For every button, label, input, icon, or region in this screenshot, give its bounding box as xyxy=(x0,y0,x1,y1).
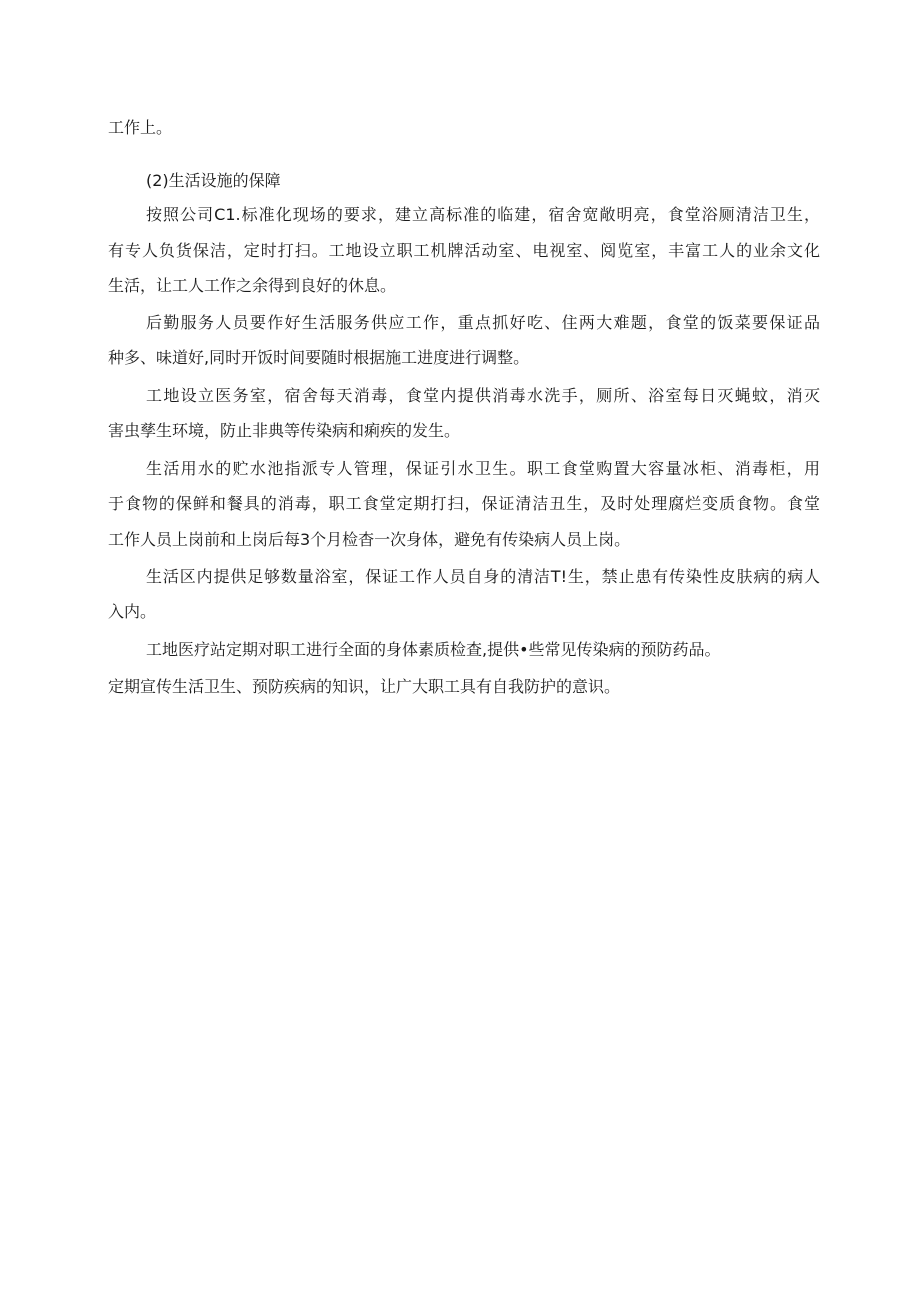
paragraph-line: 于食物的保鲜和餐具的消毒，职工食堂定期打扫，保证清洁丑生，及时处理腐烂变质食物。食堂 xyxy=(108,494,820,513)
paragraph-line: 后勤服务人员要作好生活服务供应工作，重点抓好吃、住两大难题，食堂的饭菜要保证品 xyxy=(146,313,820,332)
paragraph-line: 定期宣传生活卫生、预防疾病的知识，让广大职工具有自我防护的意识。 xyxy=(108,677,621,696)
paragraph-line: 按照公司C1.标准化现场的要求，建立高标准的临建，宿舍宽敞明亮，食堂浴厕清洁卫生， xyxy=(146,205,820,224)
paragraph-line: 工地设立医务室，宿舍每天消毒，食堂内提供消毒水洗手，厕所、浴室每日灭蝇蚊，消灭 xyxy=(146,386,820,405)
paragraph-line: 生活区内提供足够数量浴室，保证工作人员自身的清洁T!生，禁止患有传染性皮肤病的病人 xyxy=(146,567,820,586)
paragraph-line: 工作人员上岗前和上岗后每3个月检杳一次身体，避免有传染病人员上岗。 xyxy=(108,530,631,549)
paragraph-line: 种多、味道好,同时开饭时间要随时根据施工进度进行调整。 xyxy=(108,348,530,367)
paragraph-line: 生活，让工人工作之余得到良好的休息。 xyxy=(108,276,397,295)
text-line-continuation: 工作上。 xyxy=(108,118,173,137)
section-heading: (2)生活设施的保障 xyxy=(146,171,281,190)
paragraph-line: 生活用水的贮水池指派专人管理，保证引水卫生。职工食堂购置大容量冰柜、消毒柜，用 xyxy=(146,459,820,478)
paragraph-line: 工地医疗站定期对职工进行全面的身体素质检查,提供•些常见传染病的预防药品。 xyxy=(146,640,721,659)
paragraph-line: 有专人负货保洁，定时打扫。工地设立职工机牌活动室、电视室、阅览室，丰富工人的业余文化 xyxy=(108,241,820,260)
paragraph-line: 害虫孳生环境，防止非典等传染病和痢疾的发生。 xyxy=(108,421,461,440)
paragraph-line: 入内。 xyxy=(108,602,157,621)
